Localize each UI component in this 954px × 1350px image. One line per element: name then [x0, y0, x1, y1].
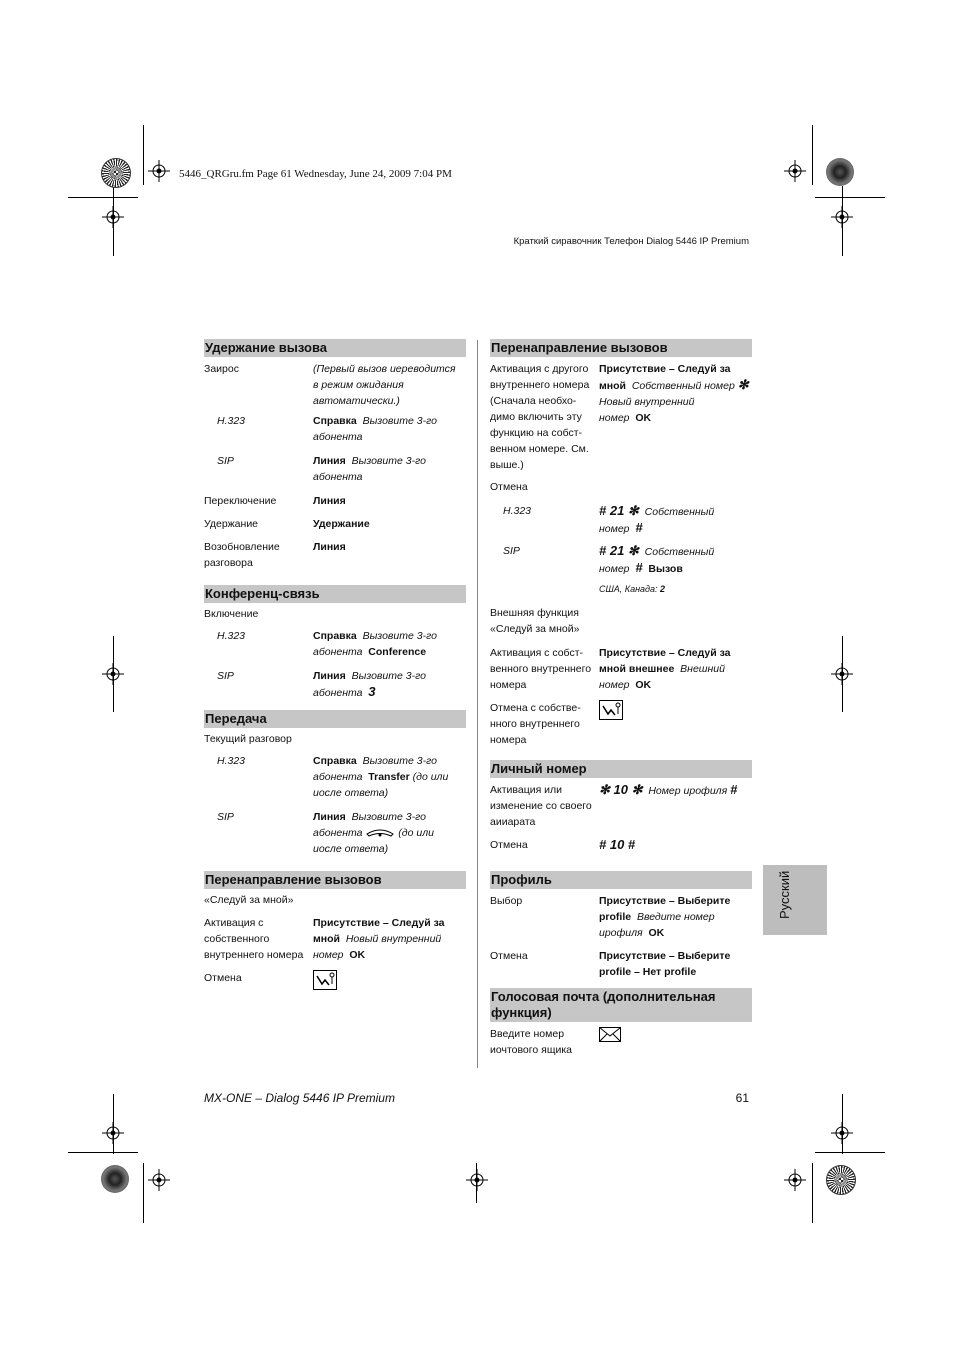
page-number: 61	[735, 1091, 749, 1105]
list-item: H.323 # 21 ✻ Собственный номер #	[503, 503, 715, 535]
list-item: SIP Линия Вызовите 3-го абонента (до или иосле ответа)	[217, 811, 434, 855]
registration-mark-icon	[102, 206, 124, 228]
list-item: Активация с собст-венного внутреннего номера Присутствие – Следуй за мной внешнее Внешний номер OK	[490, 647, 731, 691]
section-title: Голосовая почта (дополнительная функция)	[490, 988, 752, 1022]
list-item: Удержание Удержание	[204, 518, 370, 530]
section-title: Личный номер	[490, 760, 752, 778]
list-item: Отмена	[204, 970, 466, 994]
list-item: H.323 Справка Вызовите 3-го абонента Transfer (до или иосле ответа)	[217, 755, 449, 799]
running-header: Краткий сиравочник Телефон Dialog 5446 IP Premium	[513, 236, 749, 247]
footer-title: MX-ONE – Dialog 5446 IP Premium	[204, 1091, 395, 1105]
list-item: Отмена Присутствие – Выберите profile – Нет profile	[490, 950, 731, 978]
note: США, Канада: 2	[599, 584, 666, 594]
registration-mark-icon	[466, 1169, 488, 1191]
section-title: Профиль	[490, 871, 752, 889]
list-item: Выбор Присутствие – Выберите profile Введите номер ирофиля OK	[490, 895, 731, 939]
subheading: Включение	[204, 608, 259, 620]
subheading: Отмена	[490, 481, 528, 493]
registration-mark-icon	[784, 1169, 806, 1191]
subheading: Внешняя функция «Следуй за мной»	[490, 607, 580, 635]
file-info: 5446_QRGru.fm Page 61 Wednesday, June 24, 2009 7:04 PM	[179, 168, 452, 180]
list-item: H.323 Справка Вызовите 3-го абонента Conference	[217, 630, 437, 658]
color-rosette-icon	[826, 1165, 856, 1195]
list-item: Отмена с собстве-нного внутреннего номера	[490, 700, 752, 760]
subheading: Текущий разговор	[204, 733, 292, 745]
color-rosette-icon	[826, 158, 854, 186]
list-item: H.323 Справка Вызовите 3-го абонента	[217, 415, 437, 443]
list-item: Переключение Линия	[204, 495, 346, 507]
list-item: Активация с другого внутреннего номера (Сначала необхо-димо включить эту функцию на собст-венном номере. См. выше.) Присутствие – Следуй за мной Собственный номер ✻ Новый внутренний номер OK	[490, 363, 749, 471]
list-item: SIP # 21 ✻ Собственный номер # Вызов	[503, 543, 715, 575]
list-item: Заирос (Первый вызов иереводится в режим ожидания автоматически.)	[204, 363, 456, 407]
registration-mark-icon	[148, 1169, 170, 1191]
language-tab: Русский	[763, 865, 827, 935]
subheading: «Следуй за мной»	[204, 894, 294, 906]
registration-mark-icon	[831, 1122, 853, 1144]
star-key-icon: ✻	[737, 377, 749, 392]
list-item: Введите номер иочтового ящика	[490, 1026, 752, 1060]
registration-mark-icon	[831, 206, 853, 228]
diversion-key-icon	[599, 700, 623, 720]
registration-mark-icon	[102, 663, 124, 685]
section-title: Конференц-связь	[204, 585, 466, 603]
section-title: Передача	[204, 710, 466, 728]
section-title: Перенаправление вызовов	[490, 339, 752, 357]
list-item: SIP Линия Вызовите 3-го абонента 3	[217, 670, 426, 699]
list-item: Отмена # 10 #	[490, 837, 636, 852]
registration-mark-icon	[102, 1122, 124, 1144]
list-item: Активация с собственного внутреннего номера Присутствие – Следуй за мной Новый внутренний номер OK	[204, 917, 445, 961]
column-divider	[477, 340, 478, 1068]
right-column	[490, 339, 752, 1060]
list-item: SIP Линия Вызовите 3-го абонента	[217, 455, 426, 483]
registration-mark-icon	[831, 663, 853, 685]
envelope-icon	[599, 1027, 621, 1042]
handset-icon	[365, 828, 395, 838]
list-item: Активация или изменение со своего аииарата ✻ 10 ✻ Номер ирофиля #	[490, 782, 738, 828]
section-title: Удержание вызова	[204, 339, 466, 357]
diversion-key-icon	[313, 970, 337, 990]
color-rosette-icon	[101, 1165, 129, 1193]
section-title: Перенаправление вызовов	[204, 871, 466, 889]
color-rosette-icon	[101, 158, 131, 188]
registration-mark-icon	[148, 160, 170, 182]
list-item: Возобновление разговора Линия	[204, 541, 346, 569]
left-column	[204, 339, 466, 994]
registration-mark-icon	[784, 160, 806, 182]
